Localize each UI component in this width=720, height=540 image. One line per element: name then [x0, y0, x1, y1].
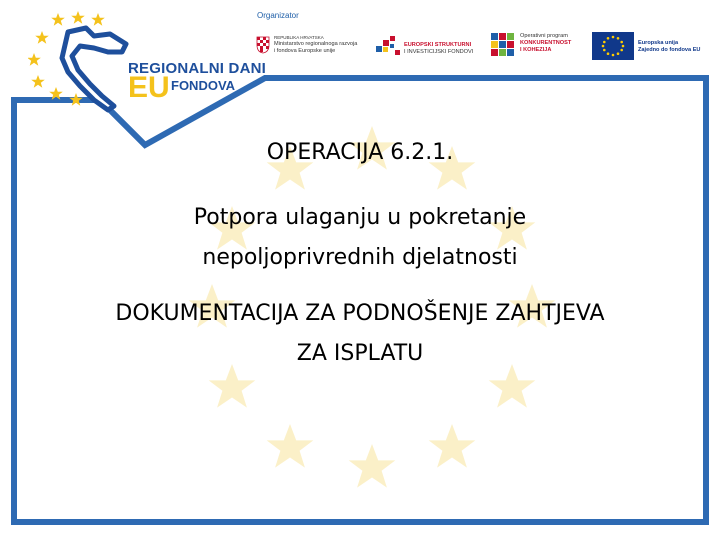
doc-title-line-1: DOKUMENTACIJA ZA PODNOŠENJE ZAHTJEVA	[115, 301, 605, 326]
op-kik-mosaic-icon	[490, 32, 516, 58]
regionalni-dani-logo	[28, 10, 266, 140]
sponsor-esi-line2: I INVESTICIJSKI FONDOVI	[404, 49, 474, 55]
sponsor-ministry-top: REPUBLIKA HRVATSKA	[274, 35, 324, 40]
organizator-label: Organizator	[257, 11, 299, 20]
sponsor-eu	[592, 28, 702, 64]
operation-title: OPERACIJA 6.2.1.	[266, 140, 454, 165]
sponsor-ministry-line2: i fondova Europske unije	[274, 48, 336, 54]
sponsor-op-line1: Operativni program	[520, 33, 568, 39]
subtitle-line-2: nepoljoprivrednih djelatnosti	[202, 245, 518, 270]
sponsor-ministry	[256, 28, 366, 64]
eu-flag-icon	[592, 32, 634, 60]
sponsor-eu-line2: Zajedno do fondova EU	[638, 47, 701, 53]
logo-text-eu: EU	[128, 71, 170, 104]
sponsor-op-line2: KONKURENTNOST	[520, 40, 572, 46]
subtitle-line-1: Potpora ulaganju u pokretanje	[193, 205, 527, 230]
sponsor-ministry-line1: Ministarstvo regionalnoga razvoja	[274, 41, 358, 47]
esi-funds-squares-icon	[374, 34, 402, 60]
sponsor-op-line3: I KOHEZIJA	[520, 47, 552, 53]
sponsor-esi-funds	[374, 28, 484, 64]
doc-title-line-2: ZA ISPLATU	[296, 341, 424, 366]
croatian-coat-of-arms-icon	[256, 36, 270, 54]
sponsor-op-kik	[490, 28, 586, 64]
logo-text-fondova: FONDOVA	[171, 78, 236, 93]
logo-text-regionalni-dani: REGIONALNI DANI	[128, 60, 266, 77]
operation-subtitle	[0, 198, 720, 278]
documentation-title	[0, 294, 720, 374]
sponsor-esi-line1: EUROPSKI STRUKTURNI	[404, 42, 472, 48]
sponsor-eu-line1: Europska unija	[638, 40, 679, 46]
